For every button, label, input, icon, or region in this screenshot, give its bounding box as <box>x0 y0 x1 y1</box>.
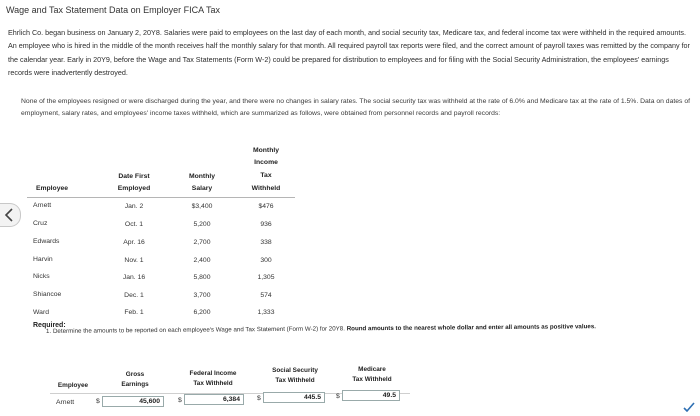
col-header-tax-2: Income <box>254 159 278 166</box>
table-row-date: Jan. 16 <box>122 274 146 281</box>
table-row-name: Ward <box>33 309 49 316</box>
col-header-salary-1: Monthly <box>188 173 216 180</box>
col-header-salary-2: Salary <box>191 185 213 192</box>
chevron-left-icon <box>4 208 15 222</box>
question-number: 1. <box>46 327 52 335</box>
required-label: Required: <box>33 322 66 329</box>
answer-header-med-1: Medicare <box>358 366 386 373</box>
table-row-salary: 5,800 <box>193 274 211 281</box>
table-row-salary: 3,700 <box>193 292 211 299</box>
table-row-tax: 574 <box>260 292 272 299</box>
table-row-date: Oct. 1 <box>124 221 144 228</box>
answer-header-ss-2: Tax Withheld <box>275 377 315 384</box>
table-row-name: Harvin <box>33 256 53 263</box>
table-row-tax: 1,305 <box>257 274 275 281</box>
col-header-employee: Employee <box>35 185 69 192</box>
question-instruction: Round amounts to the nearest whole dollar and enter all amounts as positive values. <box>346 323 597 333</box>
table-row-name: Cruz <box>33 220 48 227</box>
detail-paragraph: None of the employees resigned or were discharged during the year, and there were no changes in salary rates. The social security tax was withheld at the rate of 6.0% and Medicare tax at the rate of 1.5%. Data on dates of employment, salary rates, and employees' income taxes withheld, which are summarized as follows, were obtained from personnel records and payroll records: <box>21 98 690 117</box>
table-row-tax: 936 <box>260 221 272 228</box>
question-text: Determine the amounts to be reported on each employee's Wage and Tax Statement (Form W-2) for 20Y8. <box>52 325 345 335</box>
medicare-input[interactable] <box>342 390 400 401</box>
table-row-salary: 6,200 <box>193 309 211 316</box>
collapse-button[interactable] <box>0 203 21 227</box>
col-header-tax-4: Withheld <box>251 185 281 192</box>
table-row-date: Dec. 1 <box>124 292 144 299</box>
col-header-tax-3: Tax <box>260 172 272 179</box>
table-row-date: Apr. 16 <box>123 239 145 246</box>
table-row-salary: 2,700 <box>193 239 211 246</box>
answer-header-gross-1: Gross <box>125 371 145 378</box>
answer-header-gross-2: Earnings <box>121 381 149 388</box>
col-header-tax-1: Monthly <box>252 147 280 154</box>
table-row-tax: $476 <box>258 203 274 210</box>
col-header-date-2: Employed <box>117 185 151 192</box>
table-row-tax: 300 <box>260 257 272 264</box>
currency-sign: $ <box>257 395 261 402</box>
social-security-input[interactable] <box>263 392 325 403</box>
page-title: Wage and Tax Statement Data on Employer FICA Tax <box>6 5 220 15</box>
answer-header-med-2: Tax Withheld <box>352 376 392 383</box>
table-row-salary: 5,200 <box>193 221 211 228</box>
gross-earnings-input[interactable] <box>102 396 164 407</box>
col-header-date-1: Date First <box>118 173 150 180</box>
currency-sign: $ <box>336 393 340 400</box>
table-row-date: Jan. 2 <box>124 203 144 210</box>
checkmark-icon <box>683 402 695 412</box>
table-row-name: Nicks <box>33 273 50 280</box>
table-row-salary: 2,400 <box>193 257 211 264</box>
table-row-name: Arnett <box>33 202 52 209</box>
currency-sign: $ <box>96 398 100 405</box>
answer-header-fed-1: Federal Income <box>189 370 237 377</box>
table-row-date: Feb. 1 <box>124 309 144 316</box>
answer-row-name: Arnett <box>56 399 75 406</box>
table-row-tax: 1,333 <box>257 309 275 316</box>
answer-header-employee: Employee <box>57 382 89 389</box>
table-row-date: Nov. 1 <box>124 257 144 264</box>
table-row-name: Edwards <box>33 238 60 245</box>
intro-paragraph: Ehrlich Co. began business on January 2, 20Y8. Salaries were paid to employees on the last day of each month, and social security tax, Medicare tax, and federal income tax were withheld in the required amounts. An employee who is hired in the middle of the month receives half the monthly salary for that month. All required payroll tax reports were filed, and the correct amount of payroll taxes was remitted by the company for the calendar year. Early in 20Y9, before the Wage and Tax Statements (Form W-2) could be prepared for distribution to employees and for filing with the Social Security Administration, the employees' earnings records were inadvertently destroyed. <box>8 28 690 77</box>
answer-header-ss-1: Social Security <box>272 367 318 374</box>
table-row-salary: $3,400 <box>191 203 213 210</box>
federal-tax-input[interactable] <box>184 394 244 405</box>
table-row-name: Shiancoe <box>33 291 62 298</box>
currency-sign: $ <box>178 397 182 404</box>
table-row-tax: 338 <box>260 239 272 246</box>
answer-header-fed-2: Tax Withheld <box>193 380 233 387</box>
header-divider <box>27 197 295 198</box>
question-1 <box>46 321 686 337</box>
